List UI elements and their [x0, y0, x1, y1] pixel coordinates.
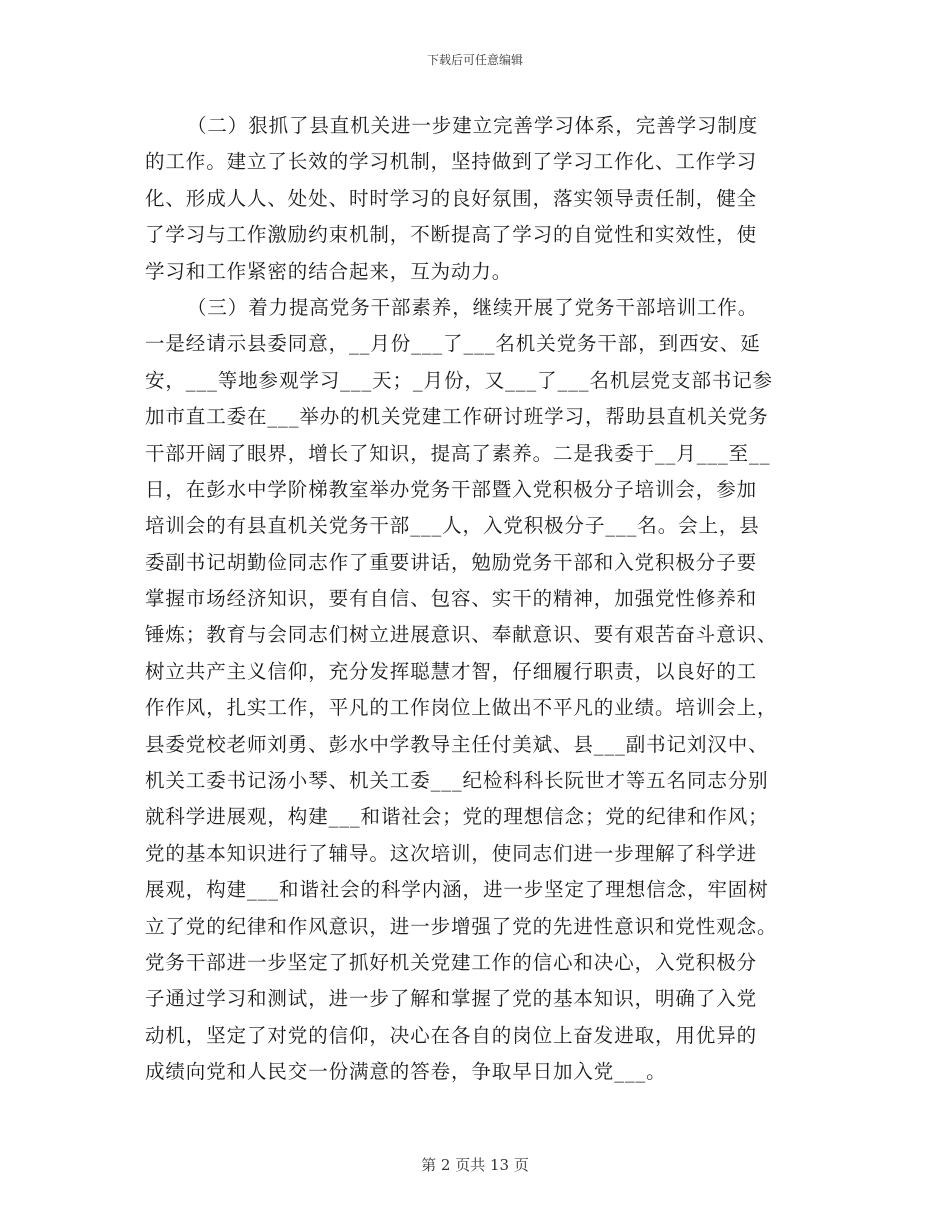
text-line: 党的基本知识进行了辅导。这次培训，使同志们进一步理解了科学进: [145, 841, 758, 865]
document-body: [145, 108, 808, 1091]
text-line: 树立共产主义信仰，充分发挥聪慧才智，仔细履行职责，以良好的工: [145, 659, 758, 683]
text-line: 锤炼；教育与会同志们树立进展意识、奉献意识、要有艰苦奋斗意识、: [145, 623, 778, 647]
text-line: 县委党校老师刘勇、彭水中学教导主任付美斌、县___副书记刘汉中、: [145, 732, 769, 756]
text-line: 日，在彭水中学阶梯教室举办党务干部暨入党积极分子培训会，参加: [145, 477, 758, 501]
text-line: 掌握市场经济知识，要有自信、包容、实干的精神，加强党性修养和: [145, 587, 758, 611]
text-line: 动机，坚定了对党的信仰，决心在各自的岗位上奋发进取，用优异的: [145, 1023, 758, 1047]
text-line: 干部开阔了眼界，增长了知识，提高了素养。二是我委于__月___至__: [145, 441, 771, 465]
text-line: 机关工委书记汤小琴、机关工委___纪检科科长阮世才等五名同志分别: [145, 769, 769, 793]
text-line: （二）狠抓了县直机关进一步建立完善学习体系，完善学习制度: [187, 114, 759, 137]
text-line: 培训会的有县直机关党务干部___人，入党积极分子___名。会上，县: [145, 514, 760, 538]
text-line: 加市直工委在___举办的机关党建工作研讨班学习，帮助县直机关党务: [145, 405, 769, 429]
page-number: 第 2 页共 13 页: [421, 1156, 529, 1174]
text-line: 安，___等地参观学习___天；_月份，又___了___名机层党支部书记参: [145, 368, 774, 392]
text-line: 委副书记胡勤俭同志作了重要讲话，勉励党务干部和入党积极分子要: [145, 550, 758, 574]
text-line: 成绩向党和人民交一份满意的答卷，争取早日加入党___。: [145, 1060, 667, 1084]
page-header: 下载后可任意编辑: [426, 53, 523, 67]
text-line: 学习和工作紧密的结合起来，互为动力。: [145, 259, 513, 283]
text-line: 党务干部进一步坚定了抓好机关党建工作的信心和决心，入党积极分: [145, 950, 758, 974]
paragraph-2: [145, 108, 808, 290]
text-line: 作作风，扎实工作，平凡的工作岗位上做出不平凡的业绩。培训会上，: [145, 696, 778, 720]
text-line: 展观，构建___和谐社会的科学内涵，进一步坚定了理想信念，牢固树: [145, 878, 769, 902]
text-line: 一是经请示县委同意，__月份___了___名机关党务干部，到西安、延: [145, 332, 761, 356]
paragraph-3: [145, 290, 808, 1091]
text-line: 立了党的纪律和作风意识，进一步增强了党的先进性意识和党性观念。: [145, 914, 778, 938]
text-line: 就科学进展观，构建___和谐社会；党的理想信念；党的纪律和作风；: [145, 805, 769, 829]
text-line: 了学习与工作激励约束机制，不断提高了学习的自觉性和实效性，使: [145, 223, 758, 247]
text-line: 的工作。建立了长效的学习机制，坚持做到了学习工作化、工作学习: [145, 150, 758, 174]
text-line: （三）着力提高党务干部素养，继续开展了党务干部培训工作。: [187, 295, 759, 319]
text-line: 子通过学习和测试，进一步了解和掌握了党的基本知识，明确了入党: [145, 987, 758, 1011]
text-line: 化、形成人人、处处、时时学习的良好氛围，落实领导责任制，健全: [145, 186, 758, 210]
